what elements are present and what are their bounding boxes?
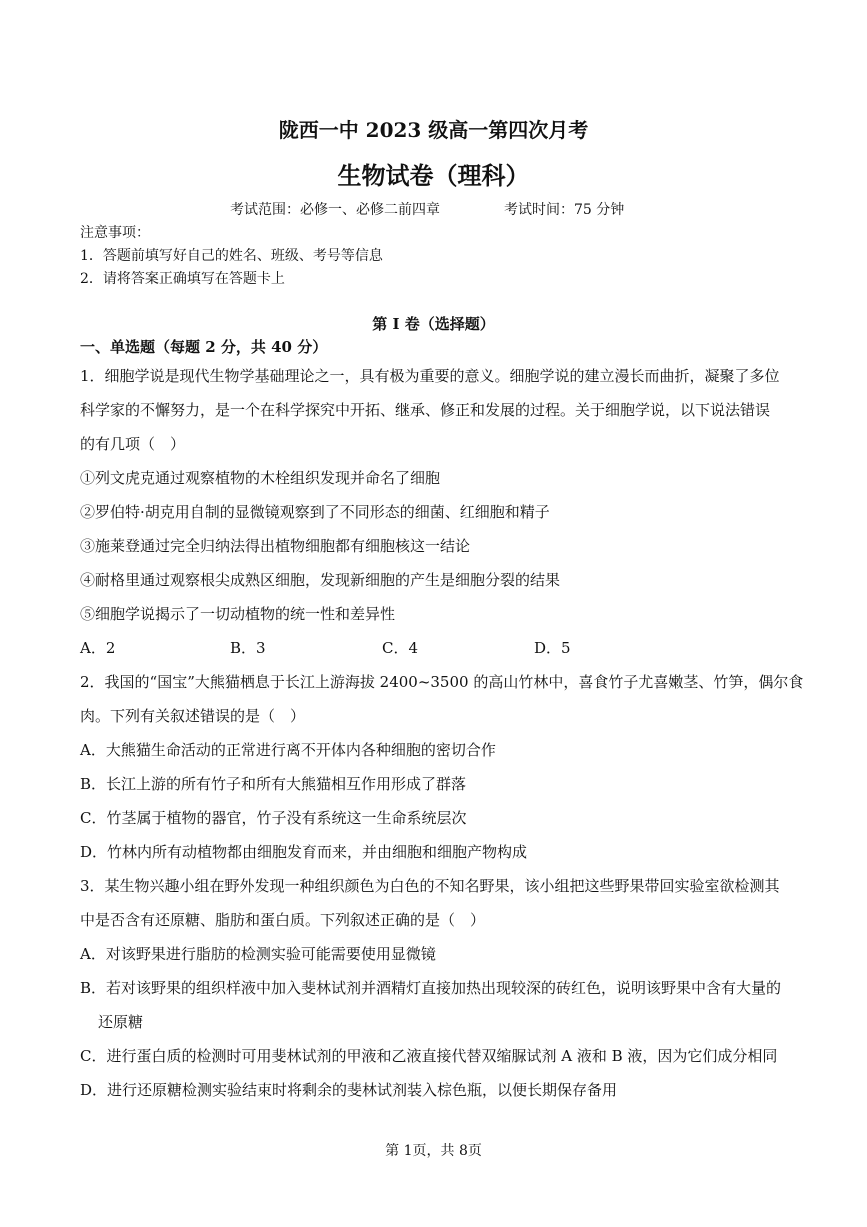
- question-3-line: 3．某生物兴趣小组在野外发现一种组织颜色为白色的不知名野果，该小组把这些野果带回实验室欲检测其: [80, 877, 780, 895]
- exam-meta: [230, 199, 624, 219]
- question-1-statement: ④耐格里通过观察根尖成熟区细胞，发现新细胞的产生是细胞分裂的结果: [80, 571, 561, 589]
- question-1-statement: ①列文虎克通过观察植物的木栓组织发现并命名了细胞: [80, 469, 441, 487]
- notes-block: [80, 222, 383, 291]
- question-1-statement: ⑤细胞学说揭示了一切动植物的统一性和差异性: [80, 605, 396, 623]
- question-1-statement: ②罗伯特·胡克用自制的显微镜观察到了不同形态的细菌、红细胞和精子: [80, 503, 550, 521]
- option-a: A．2: [80, 639, 116, 657]
- exam-subtitle: 生物试卷（理科）: [337, 161, 530, 190]
- question-2-line: 肉。下列有关叙述错误的是（ ）: [80, 707, 306, 725]
- question-1-line: 的有几项（ ）: [80, 435, 186, 453]
- question-3-option-b-cont: 还原糖: [98, 1013, 144, 1031]
- question-2-line: 2．我国的“国宝”大熊猫栖息于长江上游海拔 2400~3500 的高山竹林中，喜食竹子尤喜嫩茎、竹笋，偶尔食: [80, 673, 804, 691]
- question-2-option: A．大熊猫生命活动的正常进行离不开体内各种细胞的密切合作: [80, 741, 496, 759]
- question-1-line: 1．细胞学说是现代生物学基础理论之一，具有极为重要的意义。细胞学说的建立漫长而曲折，凝聚了多位: [80, 367, 780, 385]
- question-3-option-d: D．进行还原糖检测实验结束时将剩余的斐林试剂装入棕色瓶，以便长期保存备用: [80, 1081, 618, 1099]
- option-c: C．4: [382, 639, 419, 657]
- notes-item: 1．答题前填写好自己的姓名、班级、考号等信息: [80, 248, 383, 264]
- question-2-option: C．竹茎属于植物的器官，竹子没有系统这一生命系统层次: [80, 809, 467, 827]
- exam-scope: 考试范围：必修一、必修二前四章: [230, 202, 440, 218]
- exam-title: 陇西一中 2023 级高一第四次月考: [278, 118, 589, 142]
- question-3-option-b: B．若对该野果的组织样液中加入斐林试剂并酒精灯直接加热出现较深的砖红色，说明该野果中含有大量的: [80, 979, 782, 997]
- notes-heading: 注意事项：: [80, 225, 150, 241]
- question-3-option-a: A．对该野果进行脂肪的检测实验可能需要使用显微镜: [80, 945, 436, 963]
- page-footer: 第 1页，共 8页: [385, 1143, 482, 1159]
- subsection-title: 一、单选题（每题 2 分，共 40 分）: [80, 338, 328, 356]
- question-2-option: B．长江上游的所有竹子和所有大熊猫相互作用形成了群落: [80, 775, 467, 793]
- question-3-option-c: C．进行蛋白质的检测时可用斐林试剂的甲液和乙液直接代替双缩脲试剂 A 液和 B 液，因为它们成分相同: [80, 1047, 778, 1065]
- question-1-statement: ③施莱登通过完全归纳法得出植物细胞都有细胞核这一结论: [80, 537, 471, 555]
- option-d: D．5: [534, 639, 571, 657]
- question-1-line: 科学家的不懈努力，是一个在科学探究中开拓、继承、修正和发展的过程。关于细胞学说，以下说法错误: [80, 401, 771, 419]
- question-2-option: D．竹林内所有动植物都由细胞发育而来，并由细胞和细胞产物构成: [80, 843, 528, 861]
- question-3-line: 中是否含有还原糖、脂肪和蛋白质。下列叙述正确的是（ ）: [80, 911, 486, 929]
- section-title: 第 I 卷（选择题）: [372, 315, 495, 333]
- exam-time: 考试时间：75 分钟: [504, 202, 625, 218]
- notes-item: 2．请将答案正确填写在答题卡上: [80, 271, 285, 287]
- option-b: B．3: [230, 639, 266, 657]
